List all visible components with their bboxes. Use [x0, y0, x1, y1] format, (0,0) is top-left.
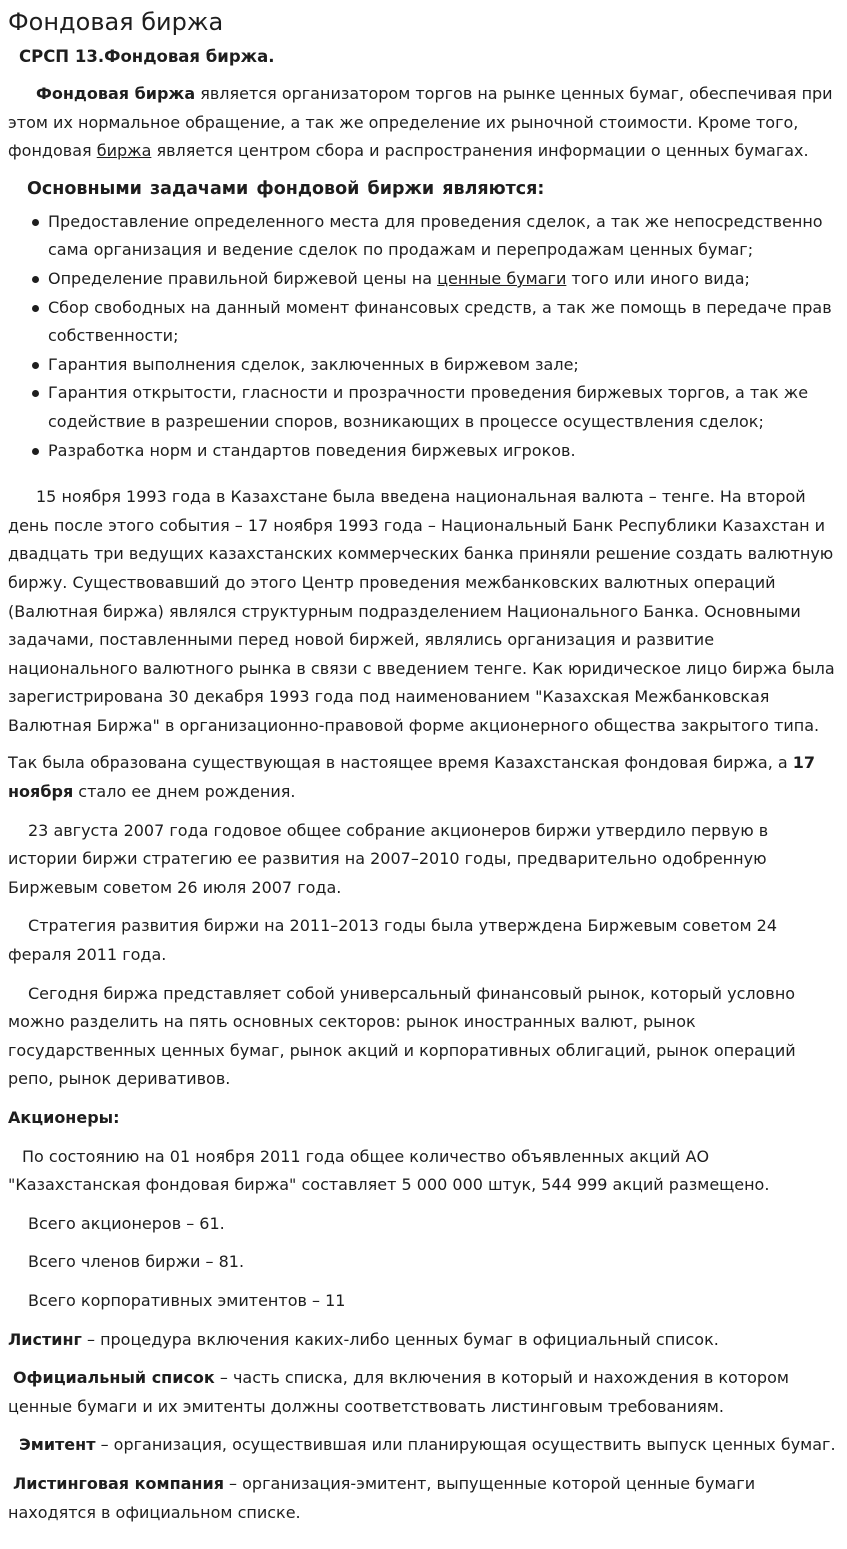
intro-text-1: является организатором торгов на рынке ценных бумаг, обеспечивая при этом их нормальное обращение, а так же определение их рыночной стоимости. Кроме того, фондовая: [8, 84, 833, 161]
list-item: [48, 265, 839, 294]
history-paragraph-5: Сегодня биржа представляет собой универсальный финансовый рынок, который условно можно разделить на пять основных секторов: рынок иностранных валют, рынок государственных ценных бумаг, рынок акций и корпоративных облигаций, рынок операций репо, рынок деривативов.: [8, 983, 796, 1089]
birthday-date: 17 ноября: [8, 753, 816, 802]
history-text: Так была образована существующая в настоящее время Казахстанская фондовая биржа, а: [8, 753, 793, 773]
shareholders-heading: [8, 1104, 839, 1133]
list-item: Разработка норм и стандартов поведения биржевых игроков.: [48, 437, 839, 466]
definition-official-list: [8, 1364, 839, 1421]
list-item-text: того или иного вида;: [566, 268, 750, 288]
subtitle: СРСП 13.Фондовая биржа.: [19, 47, 275, 66]
list-item: Сбор свободных на данный момент финансовых средств, а так же помощь в передаче прав собственности;: [48, 294, 839, 351]
definition-issuer: [8, 1431, 839, 1460]
securities-link[interactable]: ценные бумаги: [437, 268, 567, 288]
definition-term: Официальный список: [13, 1368, 215, 1388]
tasks-list: [8, 208, 839, 465]
history-paragraph-2: [8, 749, 839, 806]
definition-listing-company: [8, 1470, 839, 1527]
list-item: Предоставление определенного места для проведения сделок, а так же непосредственно сама организация и ведение сделок по продажам и перепродажам ценных бумаг;: [48, 208, 839, 265]
birzha-link[interactable]: биржа: [96, 141, 152, 161]
total-shareholders: Всего акционеров – 61.: [28, 1213, 225, 1233]
definition-text: – организация-эмитент, выпущенные которой ценные бумаги находятся в официальном списке.: [8, 1473, 756, 1522]
total-issuers: Всего корпоративных эмитентов – 11: [28, 1290, 346, 1310]
definition-text: – процедура включения каких-либо ценных бумаг в официальный список.: [81, 1329, 719, 1349]
definition-listing: [8, 1326, 839, 1355]
history-paragraph-3: 23 августа 2007 года годовое общее собрание акционеров биржи утвердило первую в истории биржи стратегию ее развития на 2007–2010 годы, предварительно одобренную Биржевым советом 26 июля 2007 года.: [8, 820, 769, 897]
shareholders-paragraph: По состоянию на 01 ноября 2011 года общее количество объявленных акций АО "Казахстанская фондовая биржа" составляет 5 000 000 штук, 544 999 акций размещено.: [8, 1146, 770, 1195]
list-item-text: Определение правильной биржевой цены на: [48, 268, 438, 288]
definition-term: Эмитент: [19, 1435, 96, 1455]
history-paragraph-4: Стратегия развития биржи на 2011–2013 годы была утверждена Биржевым советом 24 фераля 2011 года.: [8, 916, 778, 965]
definition-term: Листинг: [8, 1329, 82, 1349]
total-members: Всего членов биржи – 81.: [28, 1252, 245, 1272]
definition-text: – организация, осуществившая или планирующая осуществить выпуск ценных бумаг.: [95, 1435, 836, 1455]
shareholders-heading-text: Акционеры:: [8, 1108, 120, 1127]
intro-paragraph: [8, 80, 839, 166]
history-text: стало ее днем рождения.: [73, 782, 296, 802]
list-item: Гарантия выполнения сделок, заключенных в биржевом зале;: [48, 351, 839, 380]
tasks-heading: Основными задачами фондовой биржи являются:: [27, 178, 545, 199]
history-paragraph-1: 15 ноября 1993 года в Казахстане была введена национальная валюта – тенге. На второй день после этого события – 17 ноября 1993 года – Национальный Банк Республики Казахстан и двадцать три ведущих казахстанских коммерческих банка приняли решение создать валютную биржу. Существовавший до этого Центр проведения межбанковских валютных операций (Валютная биржа) являлся структурным подразделением Национального Банка. Основными задачами, поставленными перед новой биржей, являлись организация и развитие национального валютного рынка в связи с введением тенге. Как юридическое лицо биржа была зарегистрирована 30 декабря 1993 года под наименованием "Казахская Межбанковская Валютная Биржа" в организационно-правовой форме акционерного общества закрытого типа.: [8, 487, 835, 735]
list-item: Гарантия открытости, гласности и прозрачности проведения биржевых торгов, а так же содействие в разрешении споров, возникающих в процессе осуществления сделок;: [48, 379, 839, 436]
intro-text-2: является центром сбора и распространения информации о ценных бумагах.: [151, 141, 809, 161]
definition-term: Листинговая компания: [13, 1473, 224, 1493]
intro-term: Фондовая биржа: [36, 84, 196, 103]
definition-text: – часть списка, для включения в который и нахождения в котором ценные бумаги и их эмитенты должны соответствовать листинговым требованиям.: [8, 1368, 789, 1416]
page-title: Фондовая биржа: [8, 8, 224, 36]
